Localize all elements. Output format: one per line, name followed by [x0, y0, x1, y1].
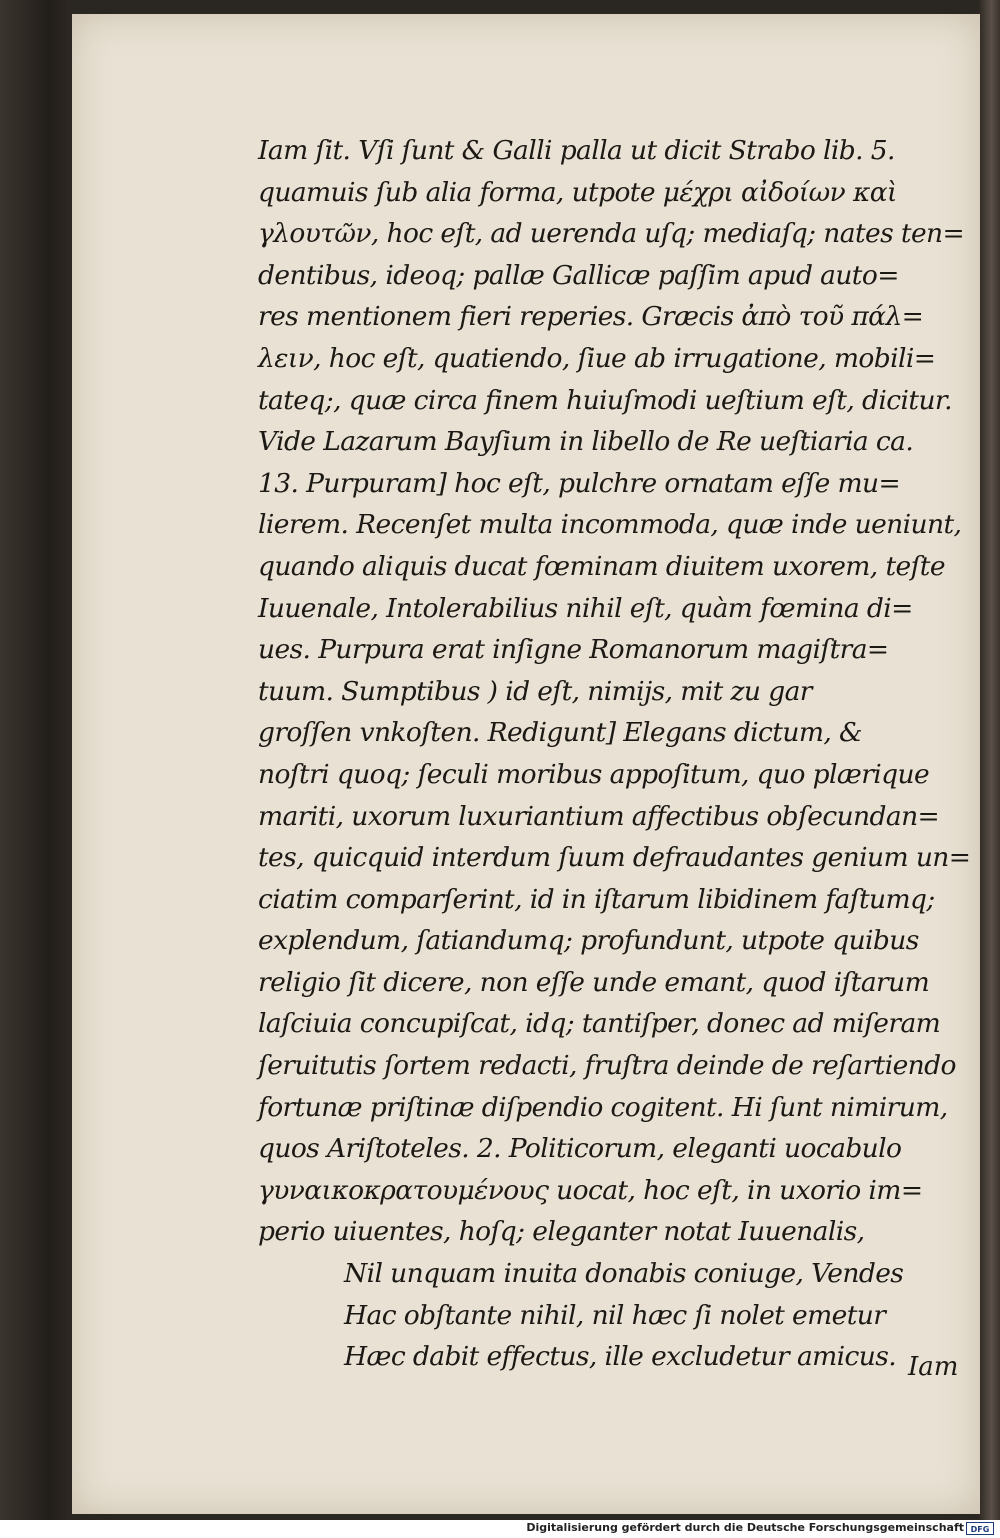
text-line: γυναικοκρατουμένους uocat, hoc eſt, in uxorio im= — [258, 1174, 923, 1206]
text-line: ſeruitutis ſortem redacti, fruſtra deinde de reſartiendo — [258, 1050, 956, 1082]
text-line: Vide Lazarum Bayſium in libello de Re ueſtiaria ca. — [258, 426, 914, 458]
text-line: 13. Purpuram] hoc eſt, pulchre ornatam eſſe mu= — [258, 467, 901, 499]
text-line: tateq;, quæ circa finem huiuſmodi ueſtium eſt, dicitur. — [258, 384, 952, 416]
verse-line: Hac obſtante nihil, nil hæc ſi nolet emetur — [344, 1299, 886, 1331]
dfg-logo: DFG — [966, 1522, 994, 1535]
text-block — [258, 130, 971, 1378]
text-line: Iam ſit. Vſi ſunt & Galli palla ut dicit Strabo lib. 5. — [258, 135, 895, 166]
text-line: lierem. Recenſet multa incommoda, quæ inde ueniunt, — [258, 509, 962, 541]
text-line: quamuis ſub alia forma, utpote μέχρι αἰδοίων καὶ — [258, 176, 897, 208]
text-line: explendum, ſatiandumq; profundunt, utpote quibus — [258, 925, 919, 957]
text-line: noſtri quoq; ſeculi moribus appoſitum, quo plærique — [258, 758, 930, 790]
text-line: λειν, hoc eſt, quatiendo, ſiue ab irrugatione, mobili= — [258, 342, 936, 374]
text-line: laſciuia concupiſcat, idq; tantiſper, donec ad miſeram — [258, 1008, 941, 1040]
footer-credit: Digitalisierung gefördert durch die Deutsche Forschungsgemeinschaft — [526, 1521, 964, 1534]
text-line: mariti, uxorum luxuriantium affectibus obſecundan= — [258, 800, 940, 832]
book-spine-edge — [0, 0, 70, 1520]
text-line: γλουτῶν, hoc eſt, ad uerenda uſq; mediaſq; nates ten= — [258, 218, 965, 250]
text-line: ciatim comparſerint, id in iſtarum libidinem faſtumq; — [258, 883, 935, 915]
text-line: quando aliquis ducat fœminam diuitem uxorem, teſte — [258, 550, 945, 582]
text-line: tuum. Sumptibus ) id eſt, nimijs, mit zu gar — [258, 675, 812, 707]
text-line: ues. Purpura erat inſigne Romanorum magiſtra= — [258, 634, 889, 666]
text-line: perio uiuentes, hoſq; eleganter notat Iuuenalis, — [258, 1216, 865, 1248]
text-line: res mentionem fieri reperies. Græcis ἀπὸ τοῦ πάλ= — [258, 301, 924, 333]
book-fore-edge — [978, 0, 1000, 1520]
catchword: Iam — [908, 1352, 959, 1382]
text-line: religio ſit dicere, non eſſe unde emant, quod iſtarum — [258, 966, 930, 998]
text-line: tes, quicquid interdum ſuum defraudantes genium un= — [258, 842, 971, 874]
text-line: groſſen vnkoſten. Redigunt] Elegans dictum, & — [258, 717, 862, 749]
text-line: quos Ariſtoteles. 2. Politicorum, eleganti uocabulo — [258, 1133, 902, 1165]
text-line: Iuuenale, Intolerabilius nihil eſt, quàm fœmina di= — [258, 592, 913, 624]
text-line: fortunæ priſtinæ diſpendio cogitent. Hi ſunt nimirum, — [258, 1091, 948, 1123]
verse-line: Hæc dabit effectus, ille excludetur amicus. — [344, 1341, 897, 1373]
verse-line: Nil unquam inuita donabis coniuge, Vendes — [344, 1258, 904, 1290]
text-line: dentibus, ideoq; pallæ Gallicæ paſſim apud auto= — [258, 259, 899, 291]
